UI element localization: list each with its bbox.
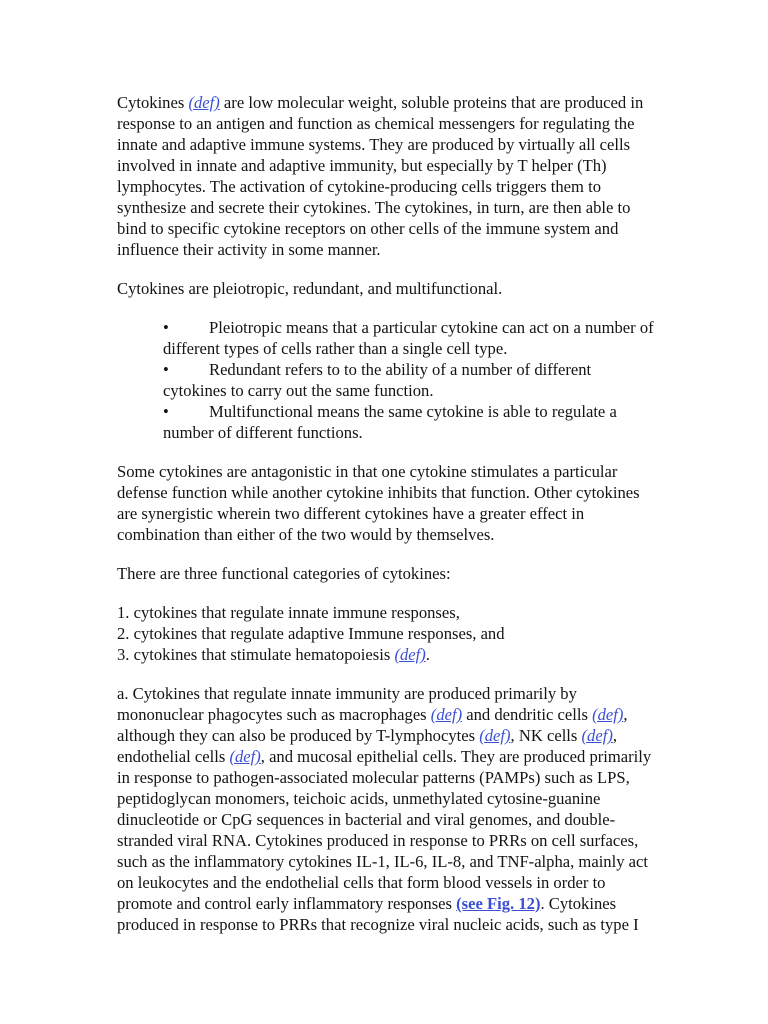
paragraph-antagonistic: Some cytokines are antagonistic in that one cytokine stimulates a particular defense function while another cytokine inhibits that function. Other cytokines are synergistic wherein two different cytokines have a greater effect in combination than either of the two would by themselves.	[117, 462, 640, 544]
category-item-end: .	[425, 645, 430, 664]
figure-link-fig-12[interactable]: (see Fig. 12)	[456, 894, 541, 913]
def-link-nk-cells[interactable]: (def)	[581, 726, 613, 745]
bullet-icon: •	[163, 402, 169, 421]
list-item-text: Multifunctional means the same cytokine is able to regulate a number of different functions.	[163, 402, 617, 442]
def-link-cytokines[interactable]: (def)	[188, 93, 220, 112]
list-item	[163, 401, 655, 443]
text-run: , although they can also be produced by T-lymphocytes	[117, 705, 628, 745]
properties-list	[117, 317, 655, 443]
category-item: 1. cytokines that regulate innate immune responses,	[117, 603, 460, 622]
paragraph-intro	[117, 92, 655, 260]
categories-list	[117, 602, 655, 665]
paragraph-innate-cytokines	[117, 683, 655, 935]
paragraph-categories-intro: There are three functional categories of cytokines:	[117, 564, 451, 583]
text-run: a. Cytokines that regulate innate immunity are produced primarily by mononuclear phagocytes such as macrophages	[117, 684, 577, 724]
category-item: 2. cytokines that regulate adaptive Immune responses, and	[117, 624, 505, 643]
def-link-macrophages[interactable]: (def)	[430, 705, 463, 724]
def-link-hematopoiesis[interactable]: (def)	[394, 645, 426, 664]
list-item	[163, 359, 655, 401]
text-run: , endothelial cells	[117, 726, 618, 766]
list-item-text: Pleiotropic means that a particular cytokine can act on a number of different types of cells rather than a single cell type.	[163, 318, 654, 358]
bullet-icon: •	[163, 360, 169, 379]
text-run: and dendritic cells	[462, 705, 593, 724]
def-link-dendritic-cells[interactable]: (def)	[592, 705, 624, 724]
list-item-text: Redundant refers to to the ability of a number of different cytokines to carry out the same function.	[163, 360, 592, 400]
category-item	[117, 644, 655, 665]
intro-text-start: Cytokines	[117, 93, 189, 112]
list-item	[163, 317, 655, 359]
text-run: , and mucosal epithelial cells. They are produced primarily in response to pathogen-associated molecular patterns (PAMPs) such as LPS, peptidoglycan monomers, teichoic acids, unmethylated cytosine-guanine dinucleotide or CpG sequences in bacterial and viral genomes, and double-stranded viral RNA. Cytokines produced in response to PRRs on cell surfaces, such as the inflammatory cytokines IL-1, IL-6, IL-8, and TNF-alpha, mainly act on leukocytes and the endothelial cells that form blood vessels in order to promote and control early inflammatory responses	[117, 747, 652, 913]
paragraph-properties: Cytokines are pleiotropic, redundant, and multifunctional.	[117, 279, 503, 298]
bullet-icon: •	[163, 318, 169, 337]
text-column	[117, 92, 655, 953]
text-run: . Cytokines produced in response to PRRs that recognize viral nucleic acids, such as type I	[117, 894, 639, 934]
intro-text-rest: are low molecular weight, soluble proteins that are produced in response to an antigen and function as chemical messengers for regulating the innate and adaptive immune systems. They are produced by virtually all cells involved in innate and adaptive immunity, but especially by T helper (Th) lymphocytes. The activation of cytokine-producing cells triggers them to synthesize and secrete their cytokines. The cytokines, in turn, are then able to bind to specific cytokine receptors on other cells of the immune system and influence their activity in some manner.	[117, 93, 644, 259]
text-run: , NK cells	[510, 726, 582, 745]
category-item-text: 3. cytokines that stimulate hematopoiesis	[117, 645, 395, 664]
def-link-t-lymphocytes[interactable]: (def)	[479, 726, 511, 745]
def-link-endothelial-cells[interactable]: (def)	[229, 747, 261, 766]
